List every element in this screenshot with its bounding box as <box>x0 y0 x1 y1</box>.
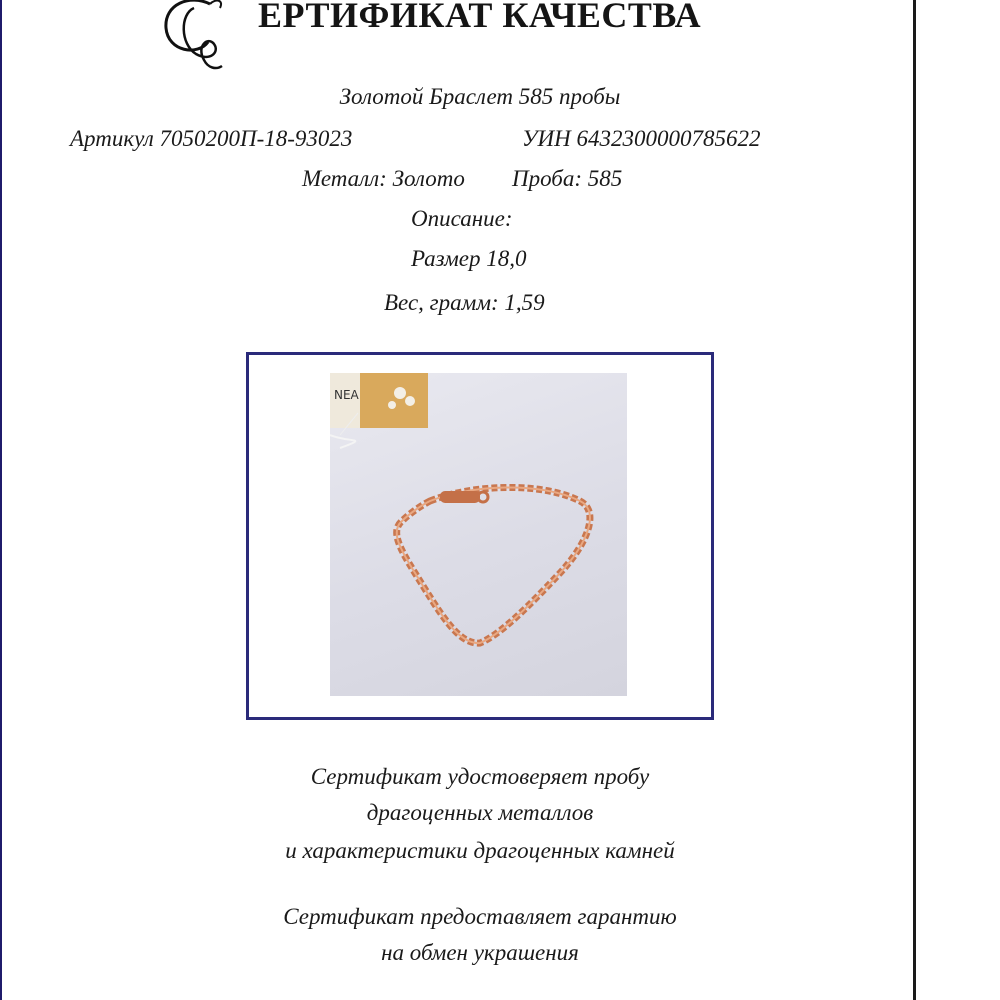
statement-line-3: и характеристики драгоценных камней <box>285 838 675 863</box>
uin-number: УИН 6432300000785622 <box>522 126 761 151</box>
bracelet-chain <box>397 487 590 643</box>
bracelet-clasp <box>440 491 480 503</box>
statement-line-2: драгоценных металлов <box>366 800 594 825</box>
bracelet-photo <box>330 373 627 696</box>
tag-label: NEA <box>334 388 359 402</box>
metal-field: Металл: Золото <box>302 166 465 191</box>
bracelet-illustration <box>330 373 627 696</box>
product-name: Золотой Браслет 585 пробы <box>339 84 621 109</box>
guarantee-line-2: на обмен украшения <box>381 940 579 965</box>
size-field: Размер 18,0 <box>411 246 527 271</box>
certificate-title: ЕРТИФИКАТ КАЧЕСТВА <box>258 0 702 35</box>
statement-line-1: Сертификат удостоверяет пробу <box>310 764 650 789</box>
article-number: Артикул 7050200П-18-93023 <box>70 126 353 151</box>
assay-field: Проба: 585 <box>512 166 623 191</box>
guarantee-line-1: Сертификат предоставляет гарантию <box>283 904 677 929</box>
weight-field: Вес, грамм: 1,59 <box>384 290 545 315</box>
description-label: Описание: <box>411 206 513 231</box>
monogram-logo <box>150 0 245 75</box>
